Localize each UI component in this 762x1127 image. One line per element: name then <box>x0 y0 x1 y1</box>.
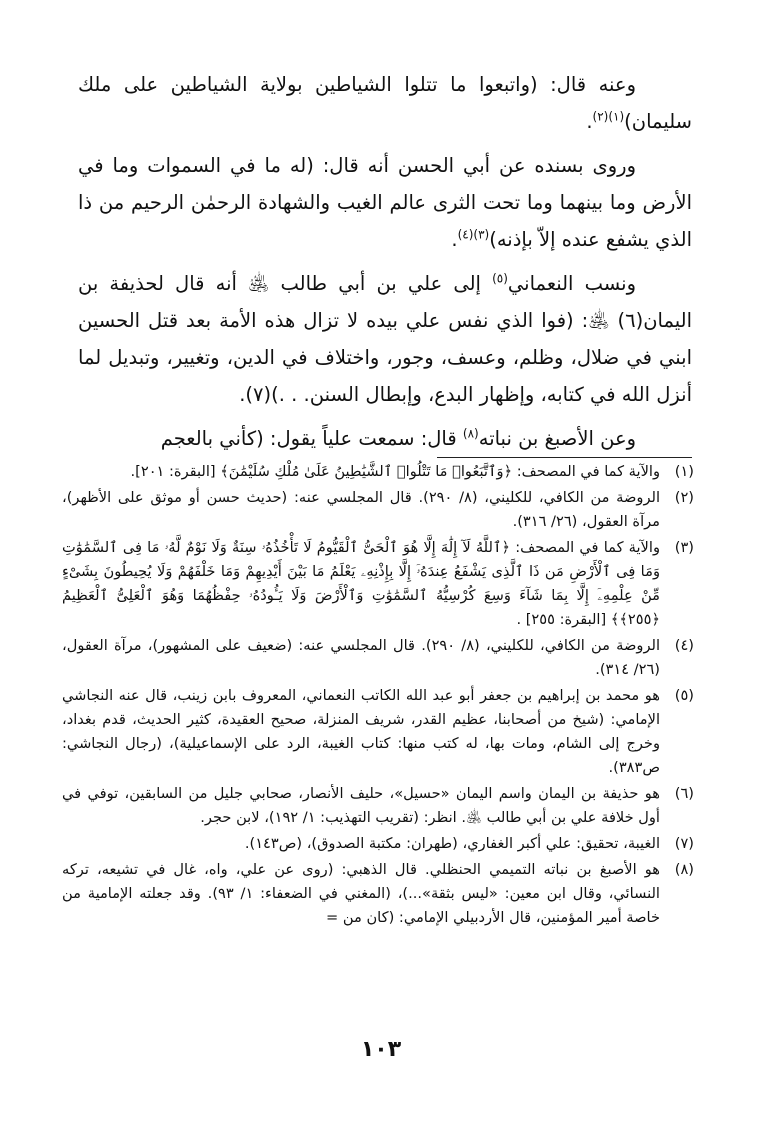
footnote <box>62 832 694 856</box>
main-text <box>78 66 692 464</box>
footnote-text: الروضة من الكافي، للكليني، (٨/ ٢٩٠). قال المجلسي عنه: (حديث حسن أو موثق على الأظهر)، مرآة العقول، (٢٦/ ٣١٦). <box>62 489 661 530</box>
footnote-ref: (١)(٢) <box>592 109 625 124</box>
footnote-text: والآية كما في المصحف: ﴿وَٱتَّبَعُوا۟ مَا تَتْلُوا۟ ٱلشَّيَٰطِينُ عَلَىٰ مُلْكِ سُلَيْمَٰنَ﴾ [البقرة: ٢٠١]. <box>130 463 660 480</box>
footnote <box>62 486 694 534</box>
footnote-text: هو حذيفة بن اليمان واسم اليمان «حسيل»، حليف الأنصار، صحابي جليل من السابقين، توفي في أول خلافة علي بن أبي طالب ﵁. انظر: (تقريب التهذيب: ١/ ١٩٢)، لابن حجر. <box>62 785 660 826</box>
paragraph: وعنه قال: (واتبعوا ما تتلوا الشياطين بولاية الشياطين على ملك سليمان)$^{(١)(٢)}$. <box>78 73 692 133</box>
footnote <box>62 782 694 830</box>
footnote <box>62 460 694 484</box>
footnote-text: هو محمد بن إبراهيم بن جعفر أبو عبد الله الكاتب النعماني، المعروف بابن زينب، قال عنه النجاشي الإمامي: (شيخ من أصحابنا، عظيم القدر، شريف المنزلة، صحيح العقيدة، كثير الحديث، قدم بغداد، وخرج إلى الشام، ومات بها، له كتب منها: كتاب الغيبة، الرد على الإسماعيلية)، (رجال النجاشي: ص٣٨٣). <box>62 687 660 776</box>
footnote-text: الغيبة، تحقيق: علي أكبر الغفاري، (طهران: مكتبة الصدوق)، (ص١٤٣). <box>244 835 660 852</box>
footnote-number: (٢) <box>674 489 694 506</box>
footnote-number: (٥) <box>674 687 694 704</box>
footnote-text: الروضة من الكافي، للكليني، (٨/ ٢٩٠). قال المجلسي عنه: (ضعيف على المشهور)، مرآة العقول، (٢٦/ ٣١٤). <box>62 637 660 678</box>
footnote-text: هو الأصبغ بن نباته التميمي الحنظلي. قال الذهبي: (روى عن علي، واه، غال في تشيعه، تركه النسائي، وقال ابن معين: «ليس بثقة»...)، (المغني في الضعفاء: ١/ ٩٣). وقد جعلته الإمامية من خاصة أمير المؤمنين، قال الأردبيلي الإمامي: (كان من = <box>62 861 660 926</box>
paragraph: وعن الأصبغ بن نباته$^{(٨)}$ قال: سمعت علياً يقول: (كأني بالعجم <box>160 426 636 450</box>
footnote-number: (٣) <box>674 539 694 556</box>
footnote <box>62 858 694 930</box>
paragraph: وروى بسنده عن أبي الحسن أنه قال: (له ما في السموات وما في الأرض وما بينهما وما تحت الثرى عالم الغيب والشهادة الرحمٰن الرحيم من ذا الذي يشفع عنده إلاّ بإذنه)$^{(٣)(٤)}$. <box>78 154 692 251</box>
footnote <box>62 634 694 682</box>
footnote-number: (١) <box>674 463 694 480</box>
footnote-number: (٧) <box>674 835 694 852</box>
footnote-number: (٦) <box>674 785 694 802</box>
footnote-ref: (٨) <box>462 426 479 441</box>
footnote-number: (٨) <box>674 861 694 878</box>
footnote <box>62 536 694 632</box>
footnote <box>62 684 694 780</box>
footnotes <box>62 460 694 932</box>
footnote-text: والآية كما في المصحف: ﴿ٱللَّهُ لَآ إِلَٰهَ إِلَّا هُوَ ٱلْحَىُّ ٱلْقَيُّومُ لَا تَأْخُذُهُۥ سِنَةٌ وَلَا نَوْمٌ لَّهُۥ مَا فِى ٱلسَّمَٰوَٰتِ وَمَا فِى ٱلْأَرْضِ مَن ذَا ٱلَّذِى يَشْفَعُ عِندَهُۥٓ إِلَّا بِإِذْنِهِۦ يَعْلَمُ مَا بَيْنَ أَيْدِيهِمْ وَمَا خَلْفَهُمْ وَلَا يُحِيطُونَ بِشَىْءٍ مِّنْ عِلْمِهِۦٓ إِلَّا بِمَا شَآءَ وَسِعَ كُرْسِيُّهُ ٱلسَّمَٰوَٰتِ وَٱلْأَرْضَ وَلَا يَـُٔودُهُۥ حِفْظُهُمَا وَهُوَ ٱلْعَلِىُّ ٱلْعَظِيمُ ﴿٢٥٥﴾﴾ [البقرة: ٢٥٥] . <box>62 539 660 628</box>
footnote-ref: (٣)(٤) <box>457 227 490 242</box>
footnote-ref: (٥) <box>492 271 508 286</box>
paragraph: ونسب النعماني$^{(٥)}$ إلى علي بن أبي طالب ﵁ أنه قال لحذيفة بن اليمان(٦) ﵁: (فوا الذي نفس علي بيده لا تزال هذه الأمة بعد قتل الحسين ابني في ضلال، وظلم، وعسف، وجور، واختلاف في الدين، وتغيير، وتبديل لما أنزل الله في كتابه، وإظهار البدع، وإبطال السنن. . .)(٧). <box>78 271 692 406</box>
footnote-separator <box>437 457 692 458</box>
footnote-number: (٤) <box>674 637 694 654</box>
page-number: ١٠٣ <box>360 1037 402 1062</box>
